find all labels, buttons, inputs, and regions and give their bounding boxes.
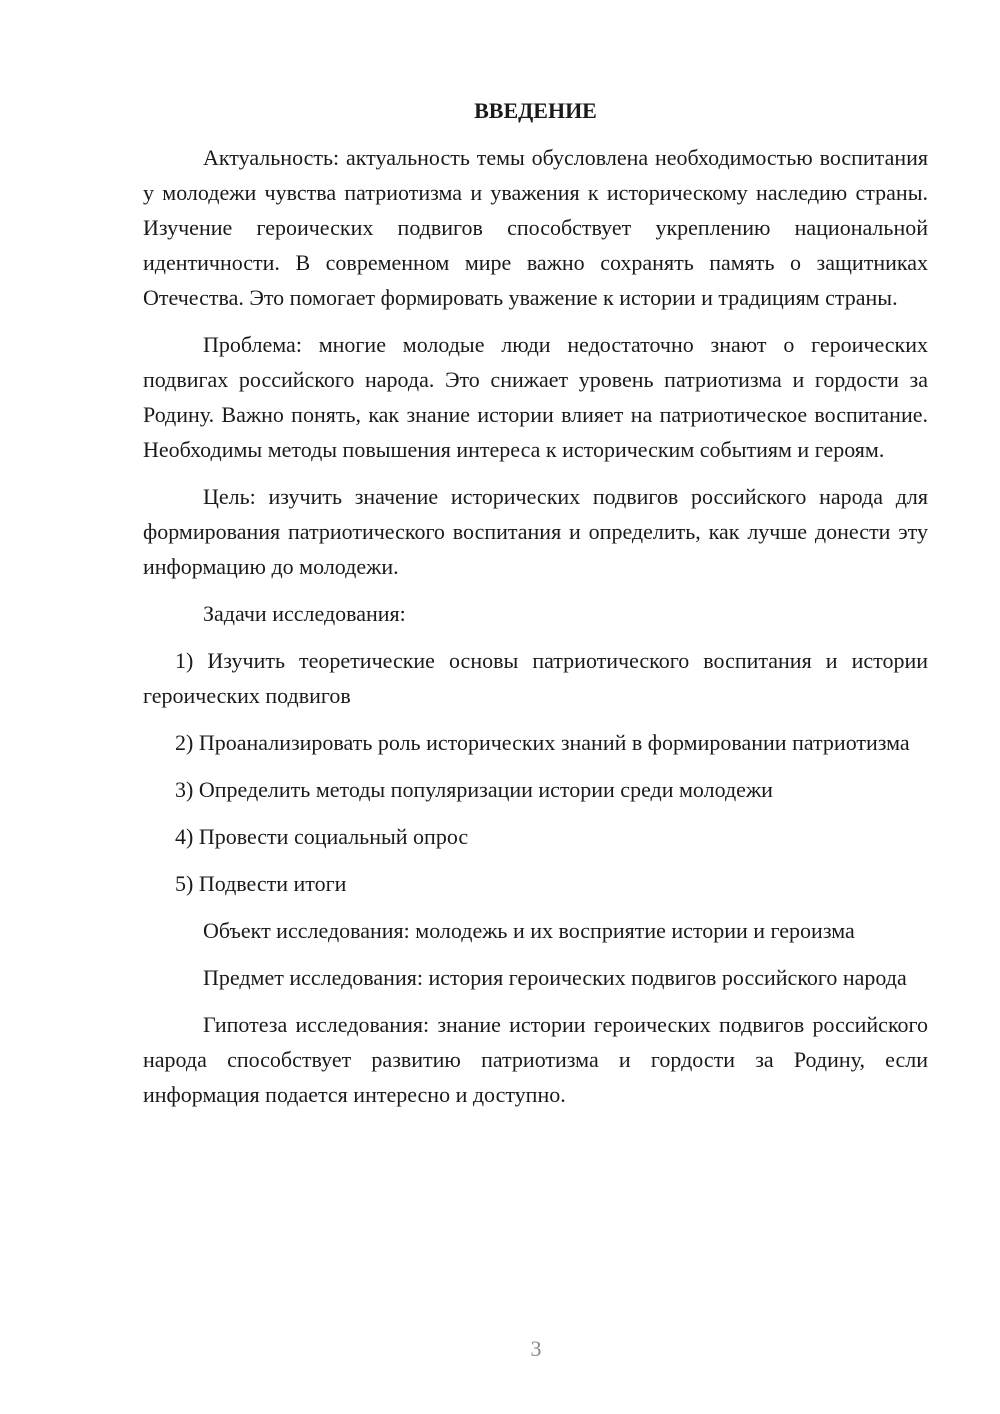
task-item-4: 4) Провести социальный опрос <box>175 824 469 849</box>
task-item-5: 5) Подвести итоги <box>175 871 347 896</box>
paragraph-hypothesis: Гипотеза исследования: знание истории героических подвигов российского народа способствует развитию патриотизма и гордости за Родину, если информация подается интересно и доступно. <box>143 1012 928 1107</box>
paragraph-subject: Предмет исследования: история героических подвигов российского народа <box>203 965 907 990</box>
paragraph-goal: Цель: изучить значение исторических подвигов российского народа для формирования патриотического воспитания и определить, как лучше донести эту информацию до молодежи. <box>143 484 928 579</box>
page-heading: ВВЕДЕНИЕ <box>474 98 597 123</box>
paragraph-problem: Проблема: многие молодые люди недостаточно знают о героических подвигах российского народа. Это снижает уровень патриотизма и гордости за Родину. Важно понять, как знание истории влияет на патриотическое воспитание. Необходимы методы повышения интереса к историческим событиям и героям. <box>143 332 928 462</box>
task-item-3: 3) Определить методы популяризации истории среди молодежи <box>175 777 773 802</box>
page-number: 3 <box>530 1336 542 1361</box>
page-content <box>143 94 928 1124</box>
task-item-2: 2) Проанализировать роль исторических знаний в формировании патриотизма <box>175 730 910 755</box>
task-item-1: 1) Изучить теоретические основы патриотического воспитания и истории героических подвигов <box>143 648 928 708</box>
paragraph-relevance: Актуальность: актуальность темы обусловлена необходимостью воспитания у молодежи чувства патриотизма и уважения к историческому наследию страны. Изучение героических подвигов способствует укреплению национальной идентичности. В современном мире важно сохранять память о защитниках Отечества. Это помогает формировать уважение к истории и традициям страны. <box>143 145 928 310</box>
paragraph-tasks-intro: Задачи исследования: <box>203 601 406 626</box>
paragraph-object: Объект исследования: молодежь и их восприятие истории и героизма <box>203 918 855 943</box>
